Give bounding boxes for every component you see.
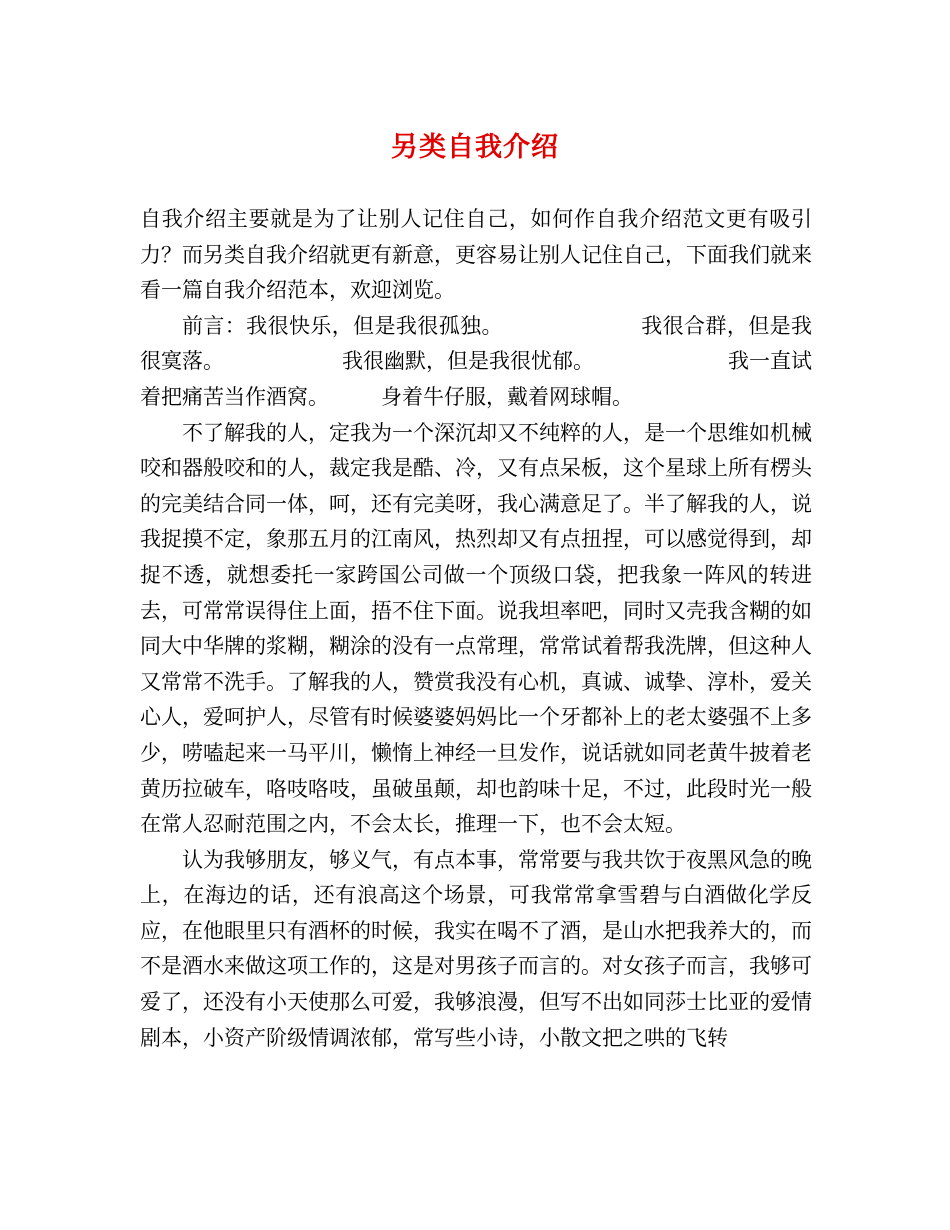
preface-paragraph	[140, 309, 812, 416]
body-paragraph-2: 认为我够朋友，够义气，有点本事，常常要与我共饮于夜黑风急的晚上，在海边的话，还有浪高这个场景，可我常常拿雪碧与白酒做化学反应，在他眼里只有酒杯的时候，我实在喝不了酒，是山水把我养大的，而不是酒水来做这项工作的，这是对男孩子而言的。对女孩子而言，我够可爱了，还没有小天使那么可爱，我够浪漫，但写不出如同莎士比亚的爱情剧本，小资产阶级情调浓郁，常写些小诗，小散文把之哄的飞转	[140, 847, 812, 1050]
document-title: 另类自我介绍	[391, 132, 559, 163]
document-body	[140, 202, 812, 1056]
preface-sentence-3: 我很幽默，但是我很忧郁。	[342, 349, 594, 374]
preface-sentence-5: 身着牛仔服，戴着网球帽。	[381, 384, 633, 409]
preface-sentence-1: 前言：我很快乐，但是我很孤独。	[182, 313, 503, 338]
preface-sentence-2: 我很合群，但是我很寞落。	[140, 313, 813, 374]
preface-sentence-4: 我一直试着把痛苦当作酒窝。	[140, 349, 812, 409]
body-paragraph-1: 不了解我的人，定我为一个深沉却又不纯粹的人，是一个思维如机械咬和器般咬和的人，裁定我是酷、冷，又有点呆板，这个星球上所有楞头的完美结合同一体，呵，还有完美呀，我心满意足了。半了解我的人，说我捉摸不定，象那五月的江南风，热烈却又有点扭捏，可以感觉得到，却捉不透，就想委托一家跨国公司做一个顶级口袋，把我象一阵风的转进去，可常常误得住上面，捂不住下面。说我坦率吧，同时又壳我含糊的如同大中华牌的浆糊，糊涂的没有一点常理，常常试着帮我洗牌，但这种人又常常不洗手。了解我的人，赞赏我没有心机，真诚、诚挚、淳朴，爱关心人，爱呵护人，尽管有时候婆婆妈妈比一个牙都补上的老太婆强不上多少，唠嗑起来一马平川，懒惰上神经一旦发作，说话就如同老黄牛披着老黄历拉破车，咯吱咯吱，虽破虽颠，却也韵味十足，不过，此段时光一般在常人忍耐范围之内，不会太长，推理一下，也不会太短。	[140, 420, 812, 837]
intro-paragraph: 自我介绍主要就是为了让别人记住自己，如何作自我介绍范文更有吸引力？而另类自我介绍就更有新意，更容易让别人记住自己，下面我们就来看一篇自我介绍范本，欢迎浏览。	[140, 207, 812, 303]
